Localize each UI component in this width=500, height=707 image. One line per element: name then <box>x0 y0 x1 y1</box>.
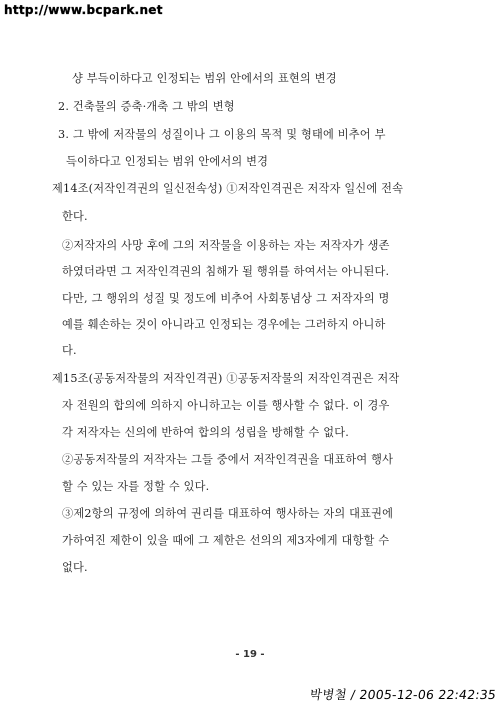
body-line: ③제2항의 규정에 의하여 권리를 대표하여 행사하는 자의 대표권에 <box>62 507 394 520</box>
body-line: 예를 훼손하는 것이 아니라고 인정되는 경우에는 그러하지 아니하 <box>62 318 386 331</box>
body-line: 가하여진 제한이 있을 때에 그 제한은 선의의 제3자에게 대항할 수 <box>62 534 390 547</box>
body-line: 2. 건축물의 증축·개축 그 밖의 변형 <box>58 100 235 113</box>
body-line: ②공동저작물의 저작자는 그들 중에서 저작인격권을 대표하여 행사 <box>62 453 394 466</box>
body-line: 득이하다고 인정되는 범위 안에서의 변경 <box>66 155 269 168</box>
body-line: 각 저작자는 신의에 반하여 합의의 성립을 방해할 수 없다. <box>62 426 349 439</box>
body-line: 한다. <box>62 210 88 223</box>
body-line: 할 수 있는 자를 정할 수 있다. <box>62 480 210 493</box>
body-line: 샹 부득이하다고 인정되는 범위 안에서의 표현의 변경 <box>72 72 337 85</box>
body-line: 없다. <box>62 561 88 574</box>
body-line: 다만, 그 행위의 성질 및 정도에 비추어 사회통념상 그 저작자의 명 <box>62 292 390 305</box>
body-line: ②저작자의 사망 후에 그의 저작물을 이용하는 자는 저작자가 생존 <box>62 239 390 252</box>
body-line: 자 전원의 합의에 의하지 아니하고는 이를 행사할 수 없다. 이 경우 <box>62 399 390 412</box>
body-line: 다. <box>62 344 77 357</box>
body-line: 하였더라면 그 저작인격권의 침해가 될 행위를 하여서는 아니된다. <box>62 265 390 278</box>
page-number: - 19 - <box>235 649 265 660</box>
body-line: 3. 그 밖에 저작물의 성질이나 그 이용의 목적 및 형태에 비추어 부 <box>58 128 386 141</box>
article-heading-line: 제15조(공동저작물의 저작인격권) ①공동저작물의 저작인격권은 저작 <box>52 372 400 385</box>
site-watermark: http://www.bcpark.net <box>4 3 163 17</box>
article-heading-line: 제14조(저작인격권의 일신전속성) ①저작인격권은 저작자 일신에 전속 <box>52 182 404 195</box>
author-signature: 박병철 / 2005-12-06 22:42:35 <box>308 687 497 702</box>
